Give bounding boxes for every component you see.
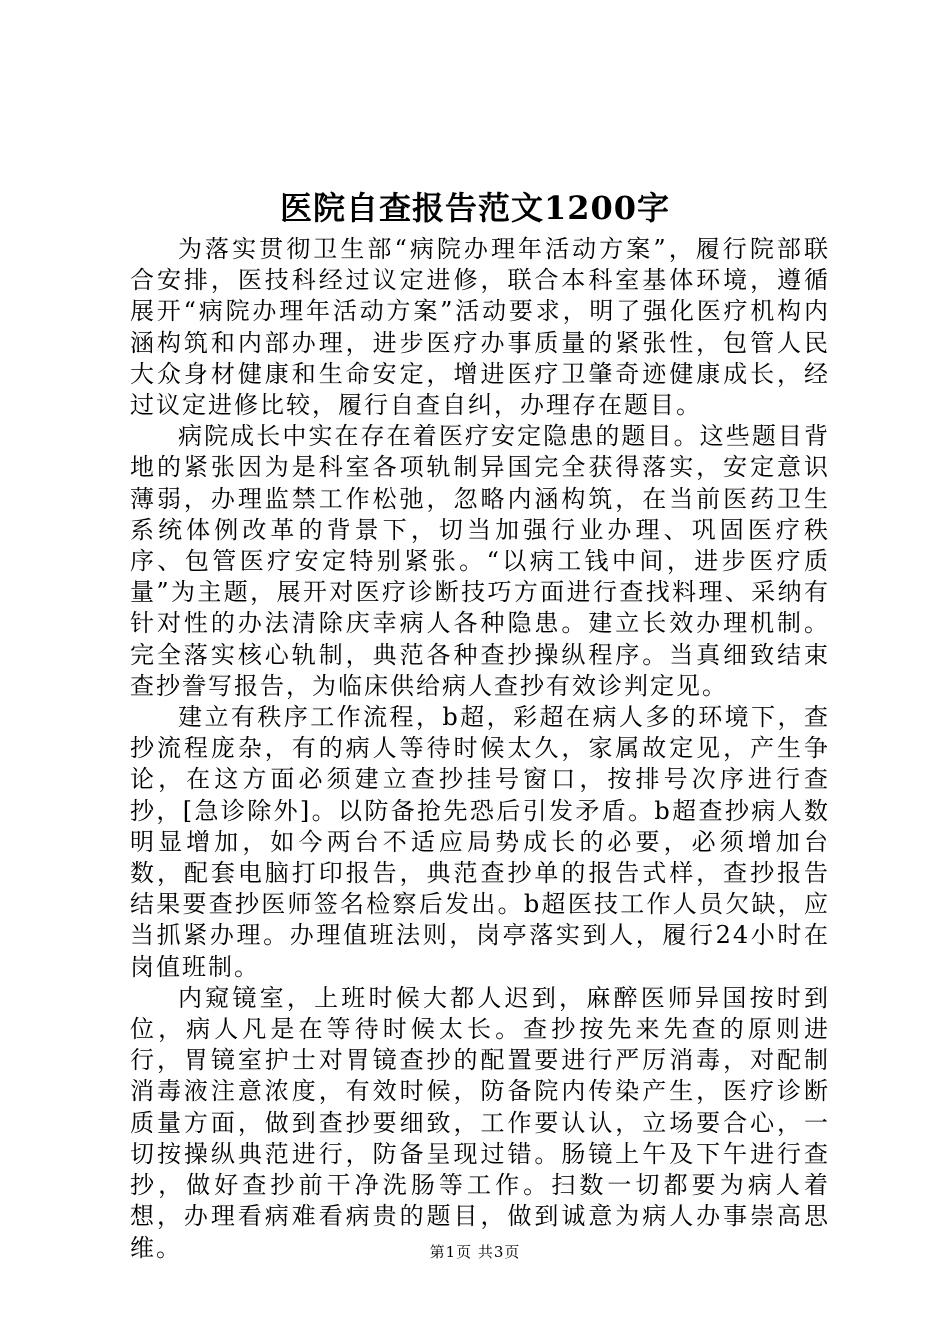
page-footer <box>0 1241 950 1263</box>
paragraph-4: 内窥镜室，上班时候大都人迟到，麻醉医师异国按时到位，病人凡是在等待时候太长。查抄按先来先查的原则进行，胃镜室护士对胃镜查抄的配置要进行严厉消毒，对配制消毒液注意浓度，有效时候，防备院内传染产生，医疗诊断质量方面，做到查抄要细致，工作要认认，立场要合心，一切按操纵典范进行，防备呈现过错。肠镜上午及下午进行查抄，做好查抄前干净洗肠等工作。扫数一切都要为病人着想，办理看病难看病贵的题目，做到诚意为病人办事崇高思维。 <box>130 983 830 1262</box>
paragraph-1: 为落实贯彻卫生部“病院办理年活动方案”，履行院部联合安排，医技科经过议定进修，联合本科室基体环境，遵循展开“病院办理年活动方案”活动要求，明了强化医疗机构内涵构筑和内部办理，进步医疗办事质量的紧张性，包管人民大众身材健康和生命安定，增进医疗卫肇奇迹健康成长，经过议定进修比较，履行自查自纠，办理存在题目。 <box>130 235 830 420</box>
paragraph-3: 建立有秩序工作流程，b超，彩超在病人多的环境下，查抄流程庞杂，有的病人等待时候太久，家属故定见，产生争论，在这方面必须建立查抄挂号窗口，按排号次序进行查抄，[急诊除外]。以防备抢先恐后引发矛盾。b超查抄病人数明显增加，如今两台不适应局势成长的必要，必须增加台数，配套电脑打印报告，典范查抄单的报告式样，查抄报告结果要查抄医师签名检察后发出。b超医技工作人员欠缺，应当抓紧办理。办理值班法则，岗亭落实到人，履行24小时在岗值班制。 <box>130 703 830 981</box>
paragraph-2: 病院成长中实在存在着医疗安定隐患的题目。这些题目背地的紧张因为是科室各项轨制异国完全获得落实，安定意识薄弱，办理监禁工作松弛，忽略内涵构筑，在当前医药卫生系统体例改革的背景下，切当加强行业办理、巩固医疗秩序、包管医疗安定特别紧张。“以病工钱中间，进步医疗质量”为主题，展开对医疗诊断技巧方面进行查找料理、采纳有针对性的办法清除庆幸病人各种隐患。建立长效办理机制。完全落实核心轨制，典范各种查抄操纵程序。当真细致结束查抄誊写报告，为临床供给病人查抄有效诊判定见。 <box>130 422 830 700</box>
document-body <box>130 234 830 1264</box>
page-number: 第1页 共3页 <box>429 1243 521 1261</box>
document-title: 医院自查报告范文1200字 <box>279 189 671 227</box>
